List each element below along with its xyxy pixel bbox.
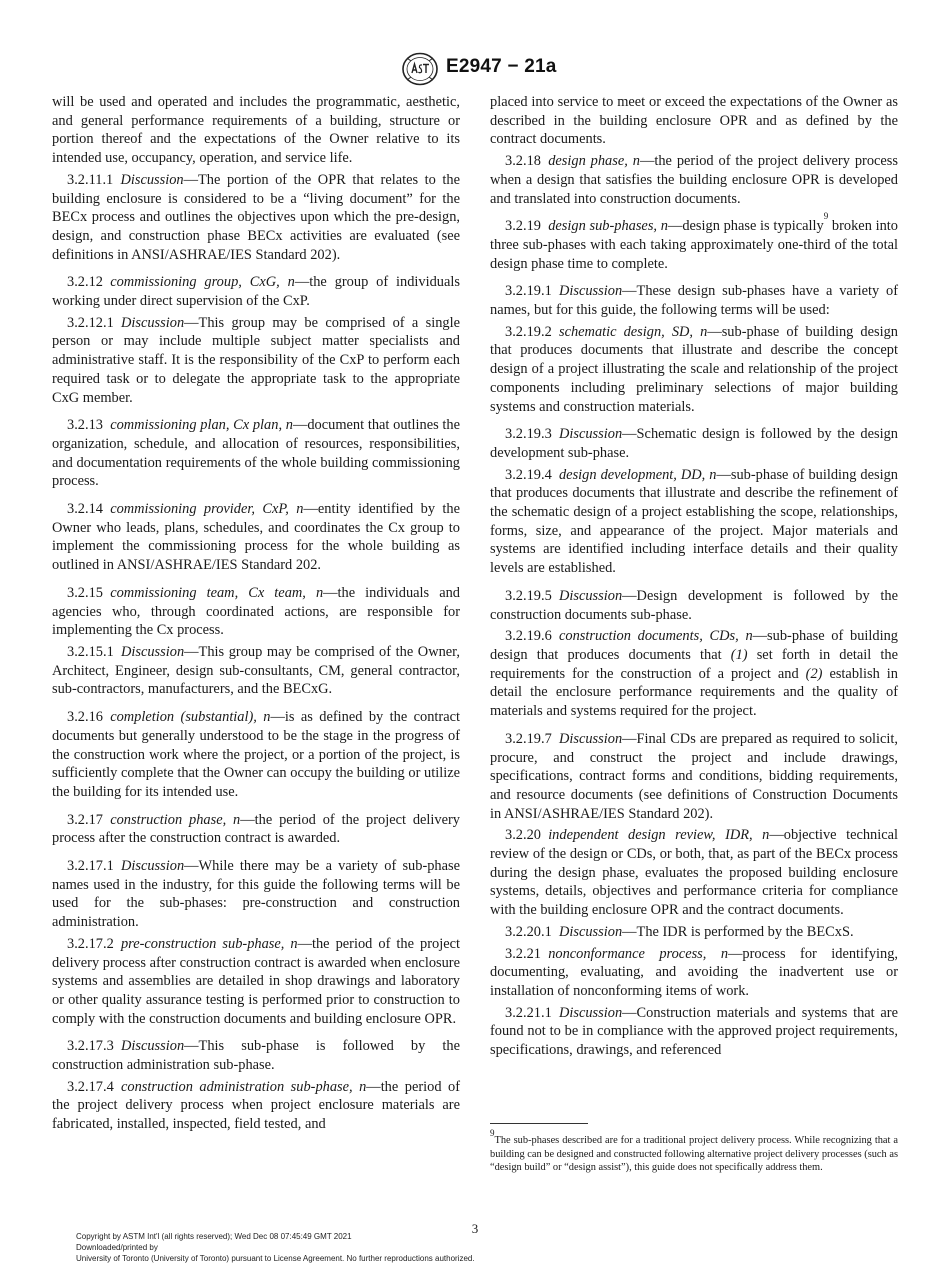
section-number: 3.2.19.3 bbox=[505, 426, 552, 443]
paragraph-text: —This group may be comprised of a single person or may include multiple subject matter specialists and administrative staff. It is the responsibility of the CxP to perform each required task or to delegate the appropriate task to the appropriate CxG member. bbox=[52, 314, 460, 406]
paragraph bbox=[52, 1037, 460, 1074]
paragraph-text: —the period of the project delivery process when project enclosure materials are fabricated, installed, inspected, field tested, and bbox=[52, 1078, 460, 1133]
paragraph-text: —sub-phase of building design that produces documents that illustrate and describe the concept design of a project illustrating the scale and relationship of the project components including preliminary selections of major building systems and construction materials. bbox=[490, 323, 899, 415]
download-line: Downloaded/printed by bbox=[76, 1242, 158, 1252]
paragraph-text: —the group of individuals working under direct supervision of the CxP. bbox=[52, 274, 460, 310]
paragraph bbox=[490, 587, 898, 624]
paragraph-text: —the period of the project delivery process when a design that satisfies the building enclosure OPR is developed and translated into construction documents. bbox=[490, 153, 898, 207]
paragraph-text: —the period of the project delivery process after the construction contract is awarded. bbox=[52, 811, 460, 847]
section-number: 3.2.19.5 bbox=[505, 587, 552, 604]
defined-term: commissioning group, CxG, n bbox=[110, 274, 295, 291]
section-number: 3.2.21 bbox=[505, 945, 541, 962]
section-number: 3.2.19.7 bbox=[505, 730, 552, 747]
section-number: 3.2.12.1 bbox=[67, 314, 114, 331]
section-number: 3.2.11.1 bbox=[67, 171, 114, 188]
paragraph bbox=[52, 857, 460, 932]
defined-term: Discussion bbox=[120, 858, 185, 875]
paragraph bbox=[490, 425, 898, 462]
paragraph-text: —is as defined by the contract documents but generally understood to be the stage in the progress of the construction work where the project, or a portion of the project, is sufficiently complete that the Owner can occupy the building or utilize the building for its intended use. bbox=[52, 709, 460, 800]
paragraph-text: —process for identifying, documenting, evaluating, and avoiding the inadvertent use or installation of nonconforming items of work. bbox=[490, 945, 898, 999]
defined-term: construction phase, n bbox=[110, 811, 241, 828]
astm-logo-icon bbox=[401, 52, 439, 86]
defined-term: completion (substantial), n bbox=[110, 709, 271, 726]
paragraph-text: —the period of the project delivery process after construction contract is awarded when enclosure systems and assemblies are detailed in shop drawings and laboratory or other quality assurance testing is performed prior to construction to comply with the construction documents and building enclosure OPR. bbox=[52, 935, 460, 1027]
paragraph-text: —sub-phase of building design that produces documents that (1) set forth in detail the requirements for the construction of a project and (2) establish in detail the enclosure performance requirements and the quality of materials and systems required for the project. bbox=[490, 628, 899, 720]
section-number: 3.2.21.1 bbox=[505, 1004, 552, 1021]
footnote bbox=[490, 1128, 898, 1175]
defined-term: construction administration sub-phase, n bbox=[120, 1078, 367, 1095]
enumerator: (2) bbox=[805, 665, 823, 682]
paragraph bbox=[490, 282, 898, 319]
defined-term: Discussion bbox=[558, 923, 623, 940]
defined-term: design phase, n bbox=[548, 153, 640, 170]
defined-term: independent design review, IDR, n bbox=[548, 827, 770, 844]
defined-term: Discussion bbox=[558, 426, 623, 443]
paragraph bbox=[490, 152, 898, 208]
defined-term: schematic design, SD, n bbox=[558, 323, 708, 340]
paragraph-text: —design phase is typically bbox=[667, 218, 824, 235]
page-number: 3 bbox=[471, 1221, 479, 1236]
section-number: 3.2.19.6 bbox=[505, 628, 552, 645]
paragraph bbox=[490, 730, 898, 824]
paragraph bbox=[490, 923, 898, 942]
paragraph bbox=[490, 323, 898, 417]
section-number: 3.2.17.4 bbox=[67, 1078, 114, 1095]
paragraph bbox=[52, 935, 460, 1029]
defined-term: Discussion bbox=[120, 643, 185, 660]
paragraph-text: —This group may be comprised of the Owner, Architect, Engineer, design sub-consultants, CM, general contractor, sub-contractors, manufacturers, and the BECxG. bbox=[52, 643, 460, 698]
paragraph-text: placed into service to meet or exceed the expectations of the Owner as described in the building enclosure OPR and as defined by the contract documents. bbox=[490, 94, 898, 148]
section-number: 3.2.15 bbox=[67, 584, 103, 601]
paragraph-text: will be used and operated and includes the programmatic, aesthetic, and general performance requirements of a building, structure or portion thereof and the expectations of the Owner relative to its intended use, occupancy, operation, and service life. bbox=[52, 94, 460, 167]
defined-term: commissioning plan, Cx plan, n bbox=[110, 417, 293, 434]
defined-term: nonconformance process, n bbox=[548, 945, 729, 962]
paragraph-text: —Final CDs are prepared as required to solicit, procure, and construct the project and include drawings, specifications, contract forms and conditions, bidding requirements, and resource documents (see definitions of Construction Documents in ANSI/ASHRAE/IES Standard 202). bbox=[490, 730, 898, 822]
defined-term: Discussion bbox=[558, 730, 623, 747]
section-number: 3.2.13 bbox=[67, 417, 103, 434]
section-number: 3.2.17 bbox=[67, 811, 103, 828]
paragraph bbox=[52, 314, 460, 408]
paragraph bbox=[52, 500, 460, 575]
section-number: 3.2.16 bbox=[67, 709, 103, 726]
paragraph bbox=[490, 627, 898, 721]
paragraph-text: —the individuals and agencies who, through coordinated actions, are responsible for implementing the Cx process. bbox=[52, 584, 460, 639]
right-text-column bbox=[490, 93, 898, 1060]
section-number: 3.2.17.1 bbox=[67, 858, 114, 875]
paragraph-text: —objective technical review of the design or CDs, or both, that, as part of the BECx process during the design phase, evaluates the proposed building enclosure systems, details, objectives and performance criteria for compliance with the building enclosure OPR and the contract documents. bbox=[490, 827, 898, 919]
defined-term: Discussion bbox=[120, 314, 185, 331]
section-number: 3.2.17.2 bbox=[67, 935, 114, 952]
section-number: 3.2.19.1 bbox=[505, 283, 552, 300]
section-number: 3.2.19 bbox=[505, 218, 541, 235]
left-text-column bbox=[52, 93, 460, 1134]
footnote-marker: 9 bbox=[490, 1128, 495, 1138]
paragraph bbox=[490, 1004, 898, 1060]
defined-term: commissioning provider, CxP, n bbox=[110, 501, 304, 518]
paragraph-text: —Design development is followed by the construction documents sub-phase. bbox=[490, 587, 898, 623]
paragraph-text: —While there may be a variety of sub-phase names used in the industry, for this guide the following terms will be used for the sub-phases: pre-construction and construction administration. bbox=[52, 858, 460, 931]
paragraph bbox=[490, 211, 898, 273]
paragraph-text: —Construction materials and systems that are found not to be in compliance with the approved project requirements, specifications, drawings, and referenced bbox=[490, 1004, 898, 1059]
defined-term: Discussion bbox=[558, 587, 623, 604]
section-number: 3.2.19.2 bbox=[505, 323, 552, 340]
section-number: 3.2.19.4 bbox=[505, 466, 552, 483]
enumerator: (1) bbox=[730, 646, 748, 663]
defined-term: design sub-phases, n bbox=[548, 218, 668, 235]
section-number: 3.2.15.1 bbox=[67, 643, 114, 660]
paragraph-text-continued: broken into three sub-phases with each taking approximately one-third of the total design phase time to complete. bbox=[490, 218, 898, 272]
paragraph bbox=[490, 93, 898, 149]
paragraph-text: —Schematic design is followed by the design development sub-phase. bbox=[490, 426, 898, 461]
section-number: 3.2.20 bbox=[505, 827, 541, 844]
footnote-text: The sub-phases described are for a traditional project delivery process. While recognizing that a building can be designed and constructed following alternative project delivery processes (such as “design build” or “design assist”), this guide does not specifically address them. bbox=[490, 1135, 898, 1174]
license-line: University of Toronto (University of Toronto) pursuant to License Agreement. No further reproductions authorized. bbox=[76, 1253, 475, 1263]
paragraph bbox=[52, 584, 460, 640]
footnote-reference: 9 bbox=[823, 211, 829, 222]
paragraph-text: —The IDR is performed by the BECxS. bbox=[622, 923, 854, 940]
standard-designation: E2947 − 21a bbox=[446, 56, 557, 77]
paragraph-text: —document that outlines the organization, schedule, and allocation of resources, responsibilities, and documentation requirements of the whole building commissioning process. bbox=[52, 417, 460, 490]
section-number: 3.2.12 bbox=[67, 274, 103, 291]
paragraph bbox=[52, 93, 460, 168]
section-number: 3.2.20.1 bbox=[505, 923, 552, 940]
paragraph bbox=[52, 171, 460, 265]
section-number: 3.2.17.3 bbox=[67, 1038, 114, 1055]
paragraph-text: —sub-phase of building design that produces documents that illustrate and describe the refinement of the schematic design of a project establishing the scope, relationships, forms, size, and appearance of the project. Major materials and systems are identified including interface details and their quality levels are established. bbox=[490, 466, 899, 577]
paragraph bbox=[490, 466, 898, 578]
footnote-divider bbox=[490, 1123, 588, 1124]
paragraph bbox=[52, 1078, 460, 1134]
defined-term: construction documents, CDs, n bbox=[558, 628, 753, 645]
defined-term: Discussion bbox=[558, 1004, 623, 1021]
paragraph-text: —entity identified by the Owner who leads, plans, schedules, and coordinates the Cx group to implement the commissioning process for the whole building as outlined in ANSI/ASHRAE/IES Standard 202. bbox=[52, 501, 460, 574]
paragraph-text: —These design sub-phases have a variety of names, but for this guide, the following terms will be used: bbox=[490, 283, 898, 319]
paragraph-text: —The portion of the OPR that relates to the building enclosure is considered to be a “living document” for the BECx process and outlines the objectives upon which the pre-design, design, and construction phase BECx activities are evaluated (see definitions in ANSI/ASHRAE/IES Standard 202). bbox=[52, 171, 460, 263]
paragraph bbox=[490, 945, 898, 1001]
copyright-notice bbox=[76, 1232, 475, 1264]
page-header bbox=[0, 52, 950, 86]
defined-term: Discussion bbox=[120, 1038, 185, 1055]
defined-term: Discussion bbox=[120, 171, 184, 188]
defined-term: design development, DD, n bbox=[558, 466, 717, 483]
defined-term: pre-construction sub-phase, n bbox=[120, 935, 298, 952]
paragraph bbox=[490, 826, 898, 920]
paragraph bbox=[52, 708, 460, 802]
copyright-line: Copyright by ASTM Int'l (all rights reserved); Wed Dec 08 07:45:49 GMT 2021 bbox=[76, 1232, 352, 1241]
paragraph bbox=[52, 416, 460, 491]
section-number: 3.2.14 bbox=[67, 501, 103, 518]
defined-term: commissioning team, Cx team, n bbox=[110, 584, 324, 601]
section-number: 3.2.18 bbox=[505, 153, 541, 170]
paragraph-text: —This sub-phase is followed by the construction administration sub-phase. bbox=[52, 1038, 460, 1074]
paragraph bbox=[52, 643, 460, 699]
defined-term: Discussion bbox=[558, 283, 623, 300]
paragraph bbox=[52, 811, 460, 848]
paragraph bbox=[52, 273, 460, 310]
